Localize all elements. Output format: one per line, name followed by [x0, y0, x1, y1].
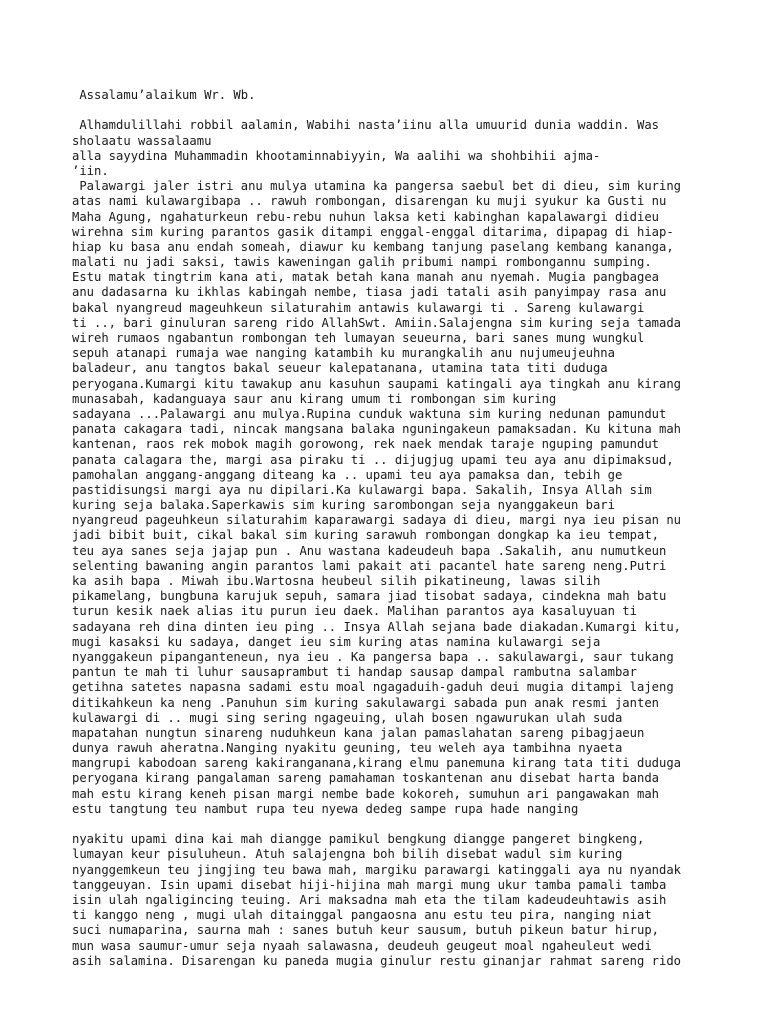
text-line: tanggeuyan. Isin upami disebat hiji-hijina mah margi mung ukur tamba pamali tamba: [72, 877, 667, 892]
text-line: panata calagara the, margi asa piraku ti .. dijugjug upami teu aya anu dipimaksud,: [72, 452, 674, 467]
text-line: panata cakagara tadi, nincak mangsana balaka nguningakeun pamaksadan. Ku kituna mah: [72, 422, 682, 437]
text-line: nyanggakeun pipanganteneun, nya ieu . Ka pangersa bapa .. sakulawargi, saur tukang: [72, 649, 674, 664]
text-line: estu tangtung teu nambut rupa teu nyewa dedeg sampe rupa hade nanging: [72, 801, 579, 816]
text-line: kantenan, raos rek mobok magih gorowong, rek naek mendak taraje nguping pamundut: [72, 437, 659, 452]
text-line: munasabah, kadanguaya saur anu kirang umum ti rombongan sim kuring: [72, 391, 557, 406]
text-line: sepuh atanapi rumaja wae nanging katambih ku murangkalih anu nujumeujeuhna: [72, 346, 615, 361]
text-line: mapatahan nungtun sinareng nuduhkeun kana jalan pamaslahatan sareng pibagjaeun: [72, 725, 645, 740]
text-line: isin ulah ngaligincing teuing. Ari maksadna mah eta the tilam kadeudeuhtawis asih: [72, 892, 667, 907]
text-line: teu aya sanes seja jajap pun . Anu wastana kadeudeuh bapa .Sakalih, anu numutkeun: [72, 543, 667, 558]
paragraph-gap: [72, 817, 732, 832]
text-line: pikamelang, bungbuna karujuk sepuh, samara jiad tisobat sadaya, cindekna mah batu: [72, 589, 667, 604]
text-line: kuring seja balaka.Saperkawis sim kuring sarombongan seja nyanggakeun bari: [72, 498, 615, 513]
text-line: baladeur, anu tangtos bakal seueur kalepatanana, utamina tata titi duduga: [72, 361, 608, 376]
text-line: dunya rawuh aheratna.Nanging nyakitu geuning, teu weleh aya tambihna nyaeta: [72, 741, 623, 756]
text-line: malati nu jadi saksi, tawis kaweningan galih pribumi nampi rombongannu sumping.: [72, 255, 652, 270]
document-page: [72, 88, 732, 969]
paragraph-gap: [72, 103, 732, 118]
text-line: ’iin.: [72, 163, 109, 178]
text-line: ditikahkeun ka neng .Panuhun sim kuring sakulawargi sabada pun anak resmi janten: [72, 695, 659, 710]
text-line: bakal nyangreud mageuhkeun silaturahim antawis kulawargi ti . Sareng kulawargi: [72, 300, 645, 315]
greeting-line: Assalamu’alaikum Wr. Wb.: [72, 88, 256, 102]
text-line: getihna satetes napasna sadami estu moal ngagaduih-gaduh deui mugia ditampi lajeng: [72, 680, 674, 695]
text-line: peryogana kirang pangalaman sareng pamahaman toskantenan anu disebat harta banda: [72, 771, 659, 786]
text-line: mah estu kirang keneh pisan margi nembe bade kokoreh, sumuhun ari pangawakan mah: [72, 786, 659, 801]
text-line: peryogana.Kumargi kitu tawakup anu kasuhun saupami katingali aya tingkah anu kirang: [72, 376, 682, 391]
text-line: selenting bawaning angin parantos lami pakait ati pacantel hate sareng neng.Putri: [72, 558, 667, 573]
text-line: nyakitu upami dina kai mah diangge pamikul bengkung diangge pangeret bingkeng,: [72, 832, 645, 847]
text-line: wireh rumaos ngabantun rombongan teh lumayan seueurna, bari sanes mung wungkul: [72, 331, 645, 345]
text-line: pastidisungsi margi aya nu dipilari.Ka kulawargi bapa. Sakalih, Insya Allah sim: [72, 482, 652, 497]
opening-paragraph: [72, 118, 732, 179]
text-line: Palawargi jaler istri anu mulya utamina ka pangersa saebul bet di dieu, sim kuring: [72, 179, 682, 194]
text-line: mugi kasaksi ku sadaya, danget ieu sim kuring atas namina kulawargi seja: [72, 634, 601, 649]
text-line: lumayan keur pisuluheun. Atuh salajengna boh bilih disebat wadul sim kuring: [72, 847, 623, 862]
text-line: ti kanggo neng , mugi ulah ditainggal pangaosna anu estu teu pira, nanging niat: [72, 908, 652, 923]
text-line: ka asih bapa . Miwah ibu.Wartosna heubeul silih pikatineung, lawas silih: [72, 574, 601, 588]
text-line: sadayana reh dina dinten ieu ping .. Insya Allah sejana bade diakadan.Kumargi kitu,: [72, 619, 682, 634]
text-line: asih salamina. Disarengan ku paneda mugia ginulur restu ginanjar rahmat sareng rido: [72, 953, 682, 968]
text-line: hiap ku basa anu endah someah, diawur ku kembang tanjung paselang kembang kananga,: [72, 239, 674, 254]
text-line: Estu matak tingtrim kana ati, matak betah kana manah anu nyemah. Mugia pangbagea: [72, 270, 659, 285]
text-line: suci numaparina, saurna mah : sanes butuh keur sausum, butuh pikeun batur hirup,: [72, 923, 659, 938]
text-line: Maha Agung, ngahaturkeun rebu-rebu nuhun laksa keti kabinghan kapalawargi didieu: [72, 209, 659, 224]
text-line: nyangreud pageuhkeun silaturahim kaparawargi sadaya di dieu, margi nya ieu pisan nu: [72, 513, 682, 528]
closing-paragraph: [72, 832, 732, 969]
text-line: wirehna sim kuring parantos gasik ditampi enggal-enggal ditarima, dipapag di hiap-: [72, 224, 674, 239]
text-line: pamohalan anggang-anggang diteang ka .. upami teu aya pamaksa dan, tebih ge: [72, 467, 623, 482]
text-line: kulawargi di .. mugi sing sering ngageuing, ulah bosen ngawurukan ulah suda: [72, 710, 623, 725]
text-line: nyanggemkeun teu jingjing teu bawa mah, margiku parawargi katinggali aya nu nyandak: [72, 862, 682, 877]
text-line: sadayana ...Palawargi anu mulya.Rupina cunduk waktuna sim kuring nedunan pamundut: [72, 406, 667, 421]
text-line: sholaatu wassalaamu: [72, 133, 212, 148]
text-line: Alhamdulillahi robbil aalamin, Wabihi nasta’iinu alla umuurid dunia waddin. Was: [72, 118, 659, 133]
text-line: mangrupi kabodoan sareng kakiranganana,kirang elmu panemuna kirang tata titi duduga: [72, 756, 682, 771]
text-line: ti .., bari ginuluran sareng rido AllahSwt. Amiin.Salajengna sim kuring seja tamada: [72, 315, 682, 330]
text-line: mun wasa saumur-umur seja nyaah salawasna, deudeuh geugeut moal ngaheuleut wedi: [72, 938, 652, 953]
text-line: atas nami kulawargibapa .. rawuh rombongan, disarengan ku muji syukur ka Gusti nu: [72, 194, 667, 209]
text-line: anu dadasarna ku ikhlas kabingah nembe, tiasa jadi tatali asih panyimpay rasa anu: [72, 285, 667, 300]
text-line: alla sayydina Muhammadin khootaminnabiyyin, Wa aalihi wa shohbihii ajma-: [72, 148, 601, 163]
body-paragraph: [72, 179, 732, 817]
text-line: turun kesik naek alias itu purun ieu daek. Malihan parantos aya kasaluyuan ti: [72, 604, 637, 619]
text-line: jadi bibit buit, cikal bakal sim kuring sarawuh rombongan dongkap ka ieu tempat,: [72, 528, 659, 543]
text-line: pantun te mah ti luhur sausaprambut ti handap sausap dampal rambutna salambar: [72, 665, 637, 680]
